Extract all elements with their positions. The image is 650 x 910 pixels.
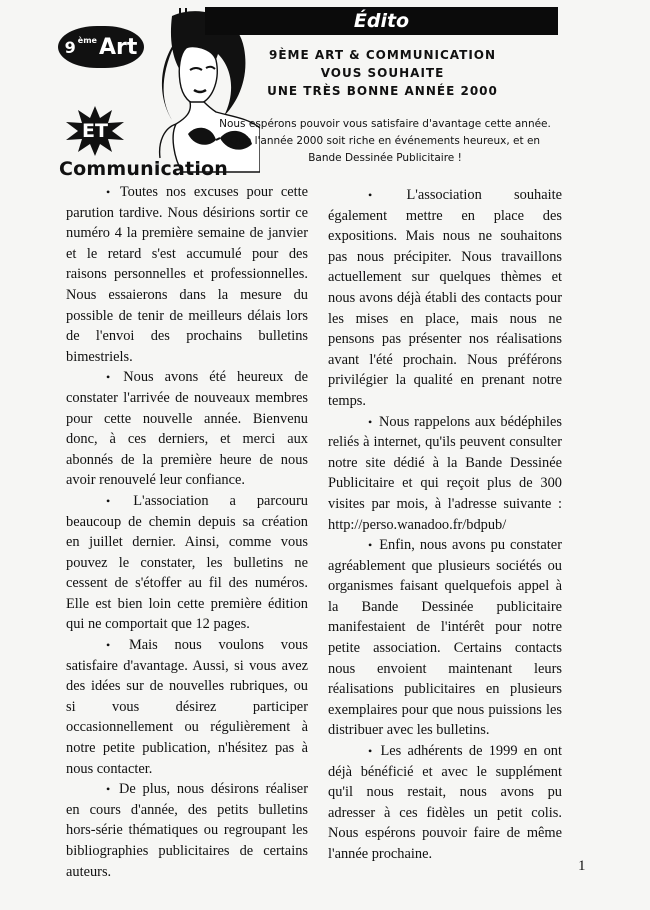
intro-line: Que l'année 2000 soit riche en événements heureux, et en	[229, 135, 541, 147]
paragraph-text: L'association a parcouru beaucoup de chemin depuis sa création en juillet dernier. Ainsi, comme vous pouvez le constater, les bulletins ne cessent de s'étoffer au fil des numéros. Elle est bien loin cette première édition qui ne comportait que 12 pages.	[66, 492, 308, 633]
bullet-marker: •	[106, 782, 111, 797]
edito-title-bar	[205, 7, 558, 35]
paragraph-text: Nous avons été heureux de constater l'arrivée de nouveaux membres pour cette nouvelle année. Bienvenu donc, à ces derniers, et merci aux abonnés de la première heure de nous avoir renouvelé leur confiance.	[66, 369, 308, 489]
art-word: Art	[98, 34, 138, 60]
headline	[210, 46, 555, 100]
bullet-marker: •	[368, 538, 373, 553]
art-number: 9	[64, 37, 76, 57]
ninth-art-badge	[58, 26, 144, 68]
paragraph-text: Mais nous voulons vous satisfaire d'avantage. Aussi, si vous avez des idées sur de nouvelles rubriques, ou si vous désirez participer occasionnellement ou régulièrement à notre petite publication, n'hésitez pas à nous contacter.	[66, 637, 308, 777]
page-title: Édito	[353, 10, 410, 32]
intro-message	[215, 116, 555, 167]
paragraph-text: L'association souhaite également mettre en place des expositions. Mais nous ne souhaitons pas nous précipiter. Nous travaillons actuellement sur quelques thèmes et nous avons déjà établi des contacts pour les mises en place, mais nous ne pensons pas présenter nos réalisations avant l'été prochain. Nous préférons privilégier la qualité en prenant notre temps.	[328, 187, 562, 409]
page-number: 1	[578, 858, 586, 874]
article-paragraph	[328, 412, 562, 536]
bullet-marker: •	[106, 493, 111, 508]
intro-line: Bande Dessinée Publicitaire !	[308, 152, 462, 164]
article-paragraph	[66, 635, 308, 779]
masthead-logo	[58, 8, 229, 183]
bullet-marker: •	[106, 638, 111, 653]
bullet-marker: •	[106, 185, 111, 199]
article-paragraph	[328, 741, 562, 865]
article-paragraph	[66, 182, 308, 367]
intro-line: Nous espérons pouvoir vous satisfaire d'avantage cette année.	[219, 118, 551, 130]
article-paragraph	[66, 779, 308, 882]
headline-line: VOUS SOUHAITE	[320, 66, 445, 80]
article-paragraph	[66, 367, 308, 491]
et-word: ET	[82, 120, 108, 142]
article-column-right	[328, 185, 562, 865]
article-paragraph	[66, 491, 308, 635]
paragraph-text: De plus, nous désirons réaliser en cours d'année, des petits bulletins hors-série thématiques ou regroupant les bibliographies publicitaires de certains auteurs.	[66, 781, 308, 880]
article-column-left	[66, 182, 308, 882]
paragraph-text: Les adhérents de 1999 en ont déjà bénéficié et avec le supplément qu'il nous restait, nous avons pu adresser à ces fidèles un petit colis. Nous espérons pouvoir faire de même l'année prochaine.	[328, 743, 562, 862]
communication-word: Communication	[59, 158, 229, 180]
bullet-marker: •	[368, 744, 373, 759]
article-paragraph	[328, 185, 562, 412]
headline-line: UNE TRÈS BONNE ANNÉE 2000	[267, 84, 498, 98]
bullet-marker: •	[106, 370, 111, 385]
bullet-marker: •	[368, 188, 373, 202]
bullet-marker: •	[368, 414, 373, 429]
article-paragraph	[328, 535, 562, 741]
art-superscript: ème	[77, 35, 97, 45]
et-starburst-badge	[66, 106, 124, 156]
paragraph-text: Nous rappelons aux bédéphiles reliés à internet, qu'ils peuvent consulter notre site dédié à la Bande Dessinée Publicitaire et qui reçoit plus de 300 visites par mois, à l'adresse suivante : http://perso.wanadoo.fr/bdpub/	[328, 413, 562, 533]
paragraph-text: Toutes nos excuses pour cette parution tardive. Nous désirions sortir ce numéro 4 la première semaine de janvier et le retard s'est accumulé pour des raisons personnelles et professionnelles. Nous essaierons dans la mesure du possible de tenir de meilleurs délais lors de l'envoi des prochains bulletins bimestriels.	[66, 184, 308, 365]
paragraph-text: Enfin, nous avons pu constater agréablement que plusieurs sociétés ou organismes faisant quelquefois appel à la Bande Dessinée publicitaire manifestaient de l'intérêt pour notre petite association. Certains contacts nous envoient maintenant leurs réalisations publicitaires en plusieurs exemplaires pour que nous puissions les distribuer avec les bulletins.	[328, 537, 562, 739]
headline-line: 9ÈME ART & COMMUNICATION	[268, 48, 497, 62]
